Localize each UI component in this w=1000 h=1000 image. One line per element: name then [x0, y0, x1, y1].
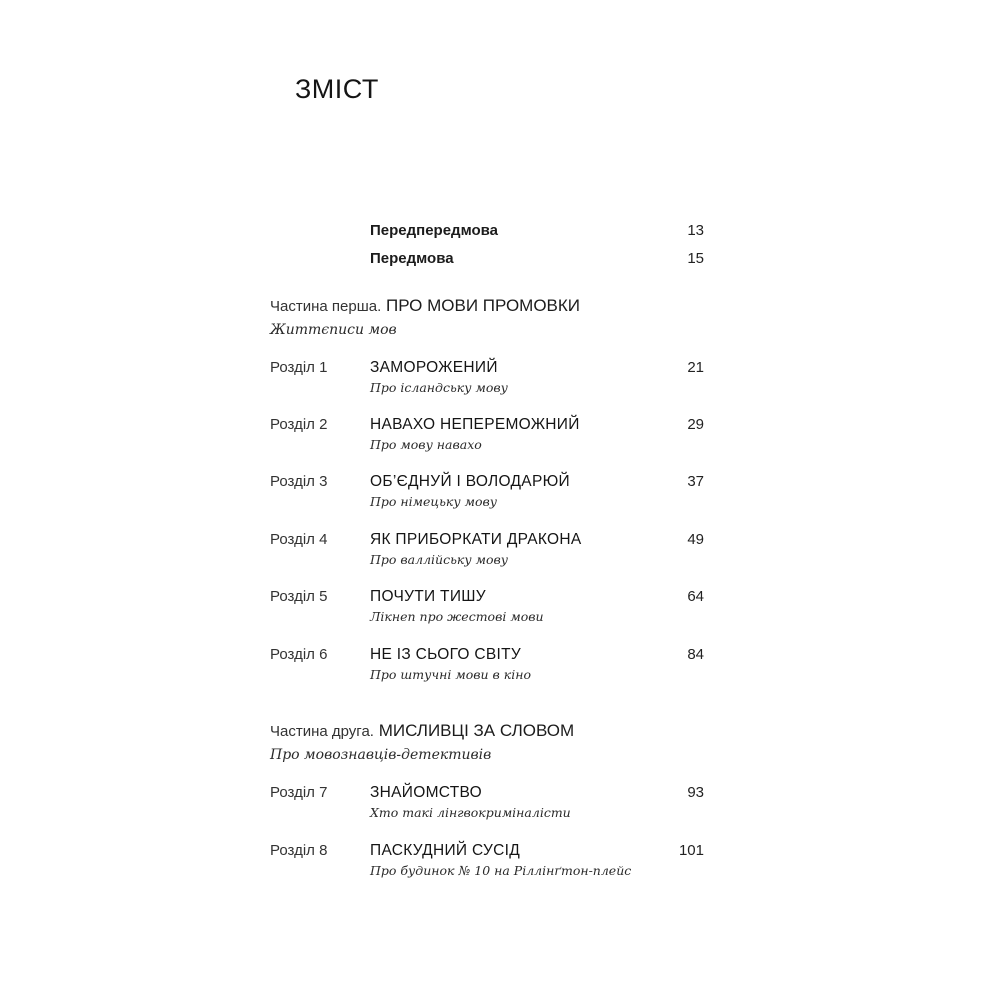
page-number: 93: [687, 784, 704, 801]
part-title: МИСЛИВЦІ ЗА СЛОВОМ: [378, 721, 575, 740]
part-subtitle: Про мовознавців-детективів: [270, 747, 492, 763]
chapter-title: ПОЧУТИ ТИШУ: [370, 588, 486, 605]
part-heading: [270, 296, 580, 316]
chapter-subtitle: Про мову навахо: [370, 437, 482, 452]
chapter-subtitle: Про валлійську мову: [370, 552, 509, 567]
page-number: 29: [687, 416, 704, 433]
chapter-title: ЗНАЙОМСТВО: [370, 784, 483, 801]
chapter-label: Розділ 3: [270, 473, 328, 490]
page-number: 21: [687, 359, 704, 376]
chapter-label: Розділ 4: [270, 531, 328, 548]
chapter-subtitle: Про німецьку мову: [370, 494, 498, 509]
toc-entry-foreword-pre: Передпередмова: [370, 222, 499, 239]
page-number: 13: [687, 222, 704, 239]
chapter-subtitle: Лікнеп про жестові мови: [370, 609, 544, 624]
chapter-subtitle: Про ісландську мову: [370, 380, 508, 395]
part-subtitle: Життєписи мов: [270, 322, 397, 338]
chapter-label: Розділ 1: [270, 359, 328, 376]
chapter-title: ПАСКУДНИЙ СУСІД: [370, 842, 520, 859]
chapter-subtitle: Хто такі лінгвокриміналісти: [370, 805, 571, 820]
page-number: 84: [687, 646, 704, 663]
chapter-subtitle: Про штучні мови в кіно: [370, 667, 531, 682]
chapter-title: ЗАМОРОЖЕНИЙ: [370, 359, 498, 376]
part-title: ПРО МОВИ ПРОМОВКИ: [385, 296, 581, 315]
part-label: Частина друга.: [270, 723, 374, 740]
chapter-label: Розділ 5: [270, 588, 328, 605]
page-number: 49: [687, 531, 704, 548]
chapter-subtitle: Про будинок № 10 на Ріллінґтон-плейс: [370, 863, 632, 878]
chapter-title: НЕ ІЗ СЬОГО СВІТУ: [370, 646, 522, 663]
toc-entry-foreword: Передмова: [370, 250, 454, 267]
page-number: 101: [678, 842, 704, 859]
chapter-title: ЯК ПРИБОРКАТИ ДРАКОНА: [370, 531, 582, 548]
page-number: 15: [687, 250, 704, 267]
page-title: ЗМІСТ: [295, 74, 379, 104]
chapter-label: Розділ 2: [270, 416, 328, 433]
page-number: 37: [687, 473, 704, 490]
chapter-title: ОБ’ЄДНУЙ І ВОЛОДАРЮЙ: [370, 473, 570, 490]
chapter-label: Розділ 8: [270, 842, 328, 859]
chapter-label: Розділ 6: [270, 646, 328, 663]
part-heading: [270, 721, 574, 741]
page-number: 64: [687, 588, 704, 605]
chapter-title: НАВАХО НЕПЕРЕМОЖНИЙ: [370, 416, 580, 433]
chapter-label: Розділ 7: [270, 784, 328, 801]
part-label: Частина перша.: [270, 298, 382, 315]
